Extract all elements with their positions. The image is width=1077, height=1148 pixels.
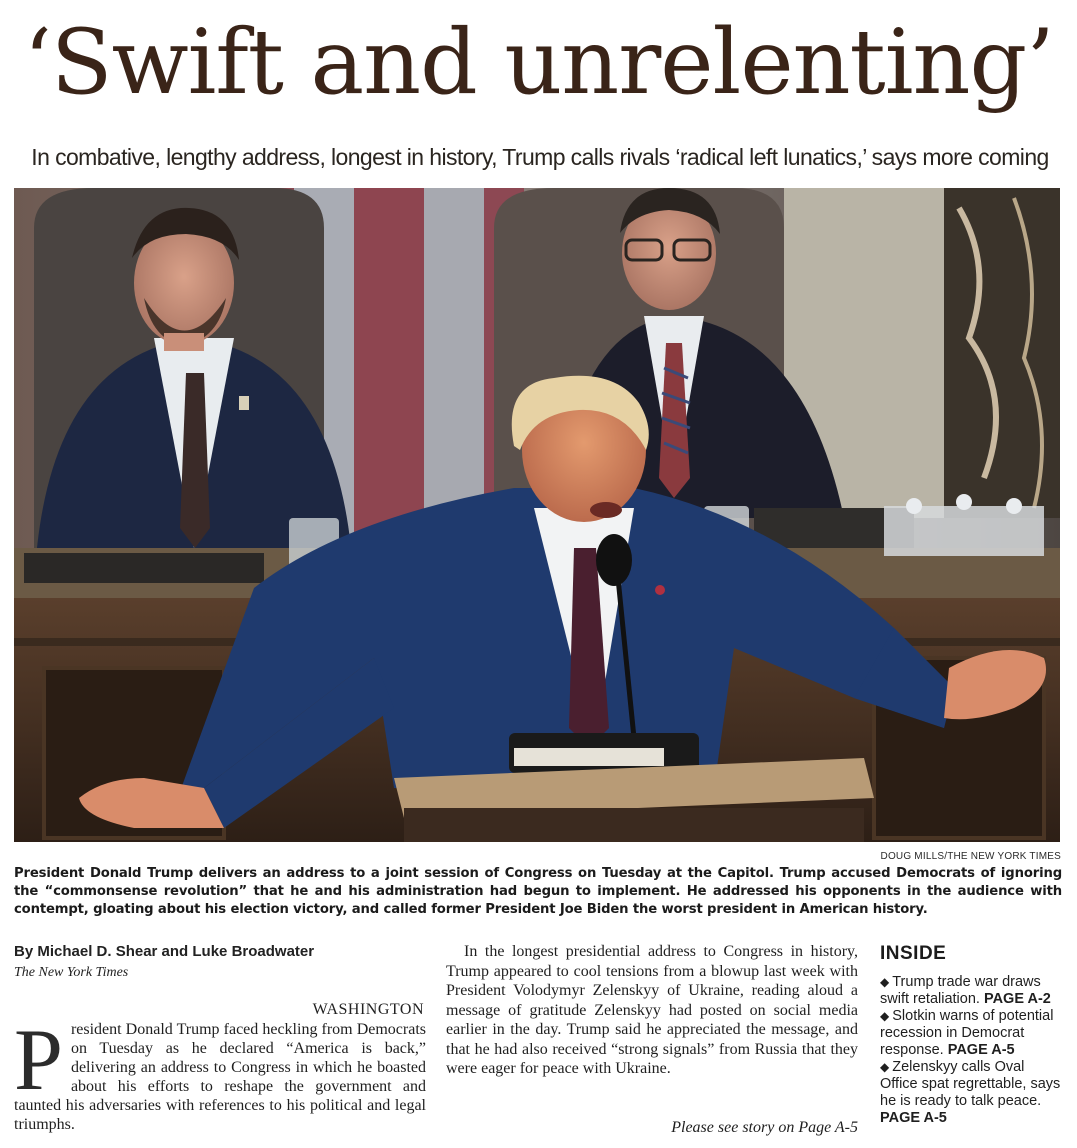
- dateline: WASHINGTON: [312, 1001, 424, 1018]
- inside-item-page: PAGE A-5: [947, 1042, 1015, 1058]
- diamond-bullet-icon: ◆: [880, 975, 890, 989]
- subheadline-deck: In combative, lengthy address, longest in history, Trump calls rivals ‘radical left lunatics,’ says more coming: [31, 144, 1049, 170]
- inside-item[interactable]: [880, 1008, 1064, 1059]
- photo-credit: DOUG MILLS/THE NEW YORK TIMES: [880, 851, 1061, 862]
- inside-item[interactable]: [880, 974, 1064, 1008]
- inside-item-page: PAGE A-2: [983, 991, 1051, 1007]
- article-paragraph-1: resident Donald Trump faced heckling from Democrats on Tuesday as he declared “America is back,” delivering an address to Congress in which he boasted about his efforts to reshape the government and taunted his adversaries with references to his political and legal triumphs.: [14, 1021, 426, 1133]
- article-column-1: [14, 1012, 426, 1134]
- diamond-bullet-icon: ◆: [880, 1060, 890, 1074]
- diamond-bullet-icon: ◆: [880, 1009, 890, 1023]
- inside-item-text: Slotkin warns of potential recession in Democrat response.: [880, 1008, 1054, 1058]
- inside-item-text: Trump trade war draws swift retaliation.: [880, 974, 1041, 1007]
- inside-item-page: PAGE A-5: [880, 1110, 947, 1126]
- inside-item[interactable]: [880, 1059, 1064, 1127]
- drop-cap: P: [14, 1012, 63, 1109]
- inside-box: [880, 942, 1064, 1127]
- headline: ‘Swift and unrelenting’: [23, 10, 1054, 115]
- article-paragraph-2: In the longest presidential address to Congress in history, Trump appeared to cool tensions from a blowup last week with President Volodymyr Zelenskyy of Ukraine, reading aloud a message of gratitude Zelenskyy had posted on social media earlier in the day. Trump said he appreciated the message, and that he had also received “strong signals” from Russia that they were eager for peace with Ukraine.: [446, 943, 858, 1077]
- byline: By Michael D. Shear and Luke Broadwater: [14, 943, 315, 960]
- inside-title: INSIDE: [880, 943, 947, 964]
- inside-item-text: Zelenskyy calls Oval Office spat regrettable, says he is ready to talk peace.: [880, 1059, 1061, 1109]
- photo-caption: President Donald Trump delivers an address to a joint session of Congress on Tuesday at the Capitol. Trump accused Democrats of ignoring the “commonsense revolution” that he and his administration had begun to implement. He addressed his opponents in the audience with contempt, gloating about his election victory, and called former President Joe Biden the worst president in American history.: [14, 866, 1062, 917]
- article-column-2: [446, 942, 858, 1136]
- continued-link[interactable]: Please see story on Page A-5: [671, 1119, 858, 1136]
- byline-source: The New York Times: [14, 965, 129, 980]
- main-photo: [14, 188, 1060, 842]
